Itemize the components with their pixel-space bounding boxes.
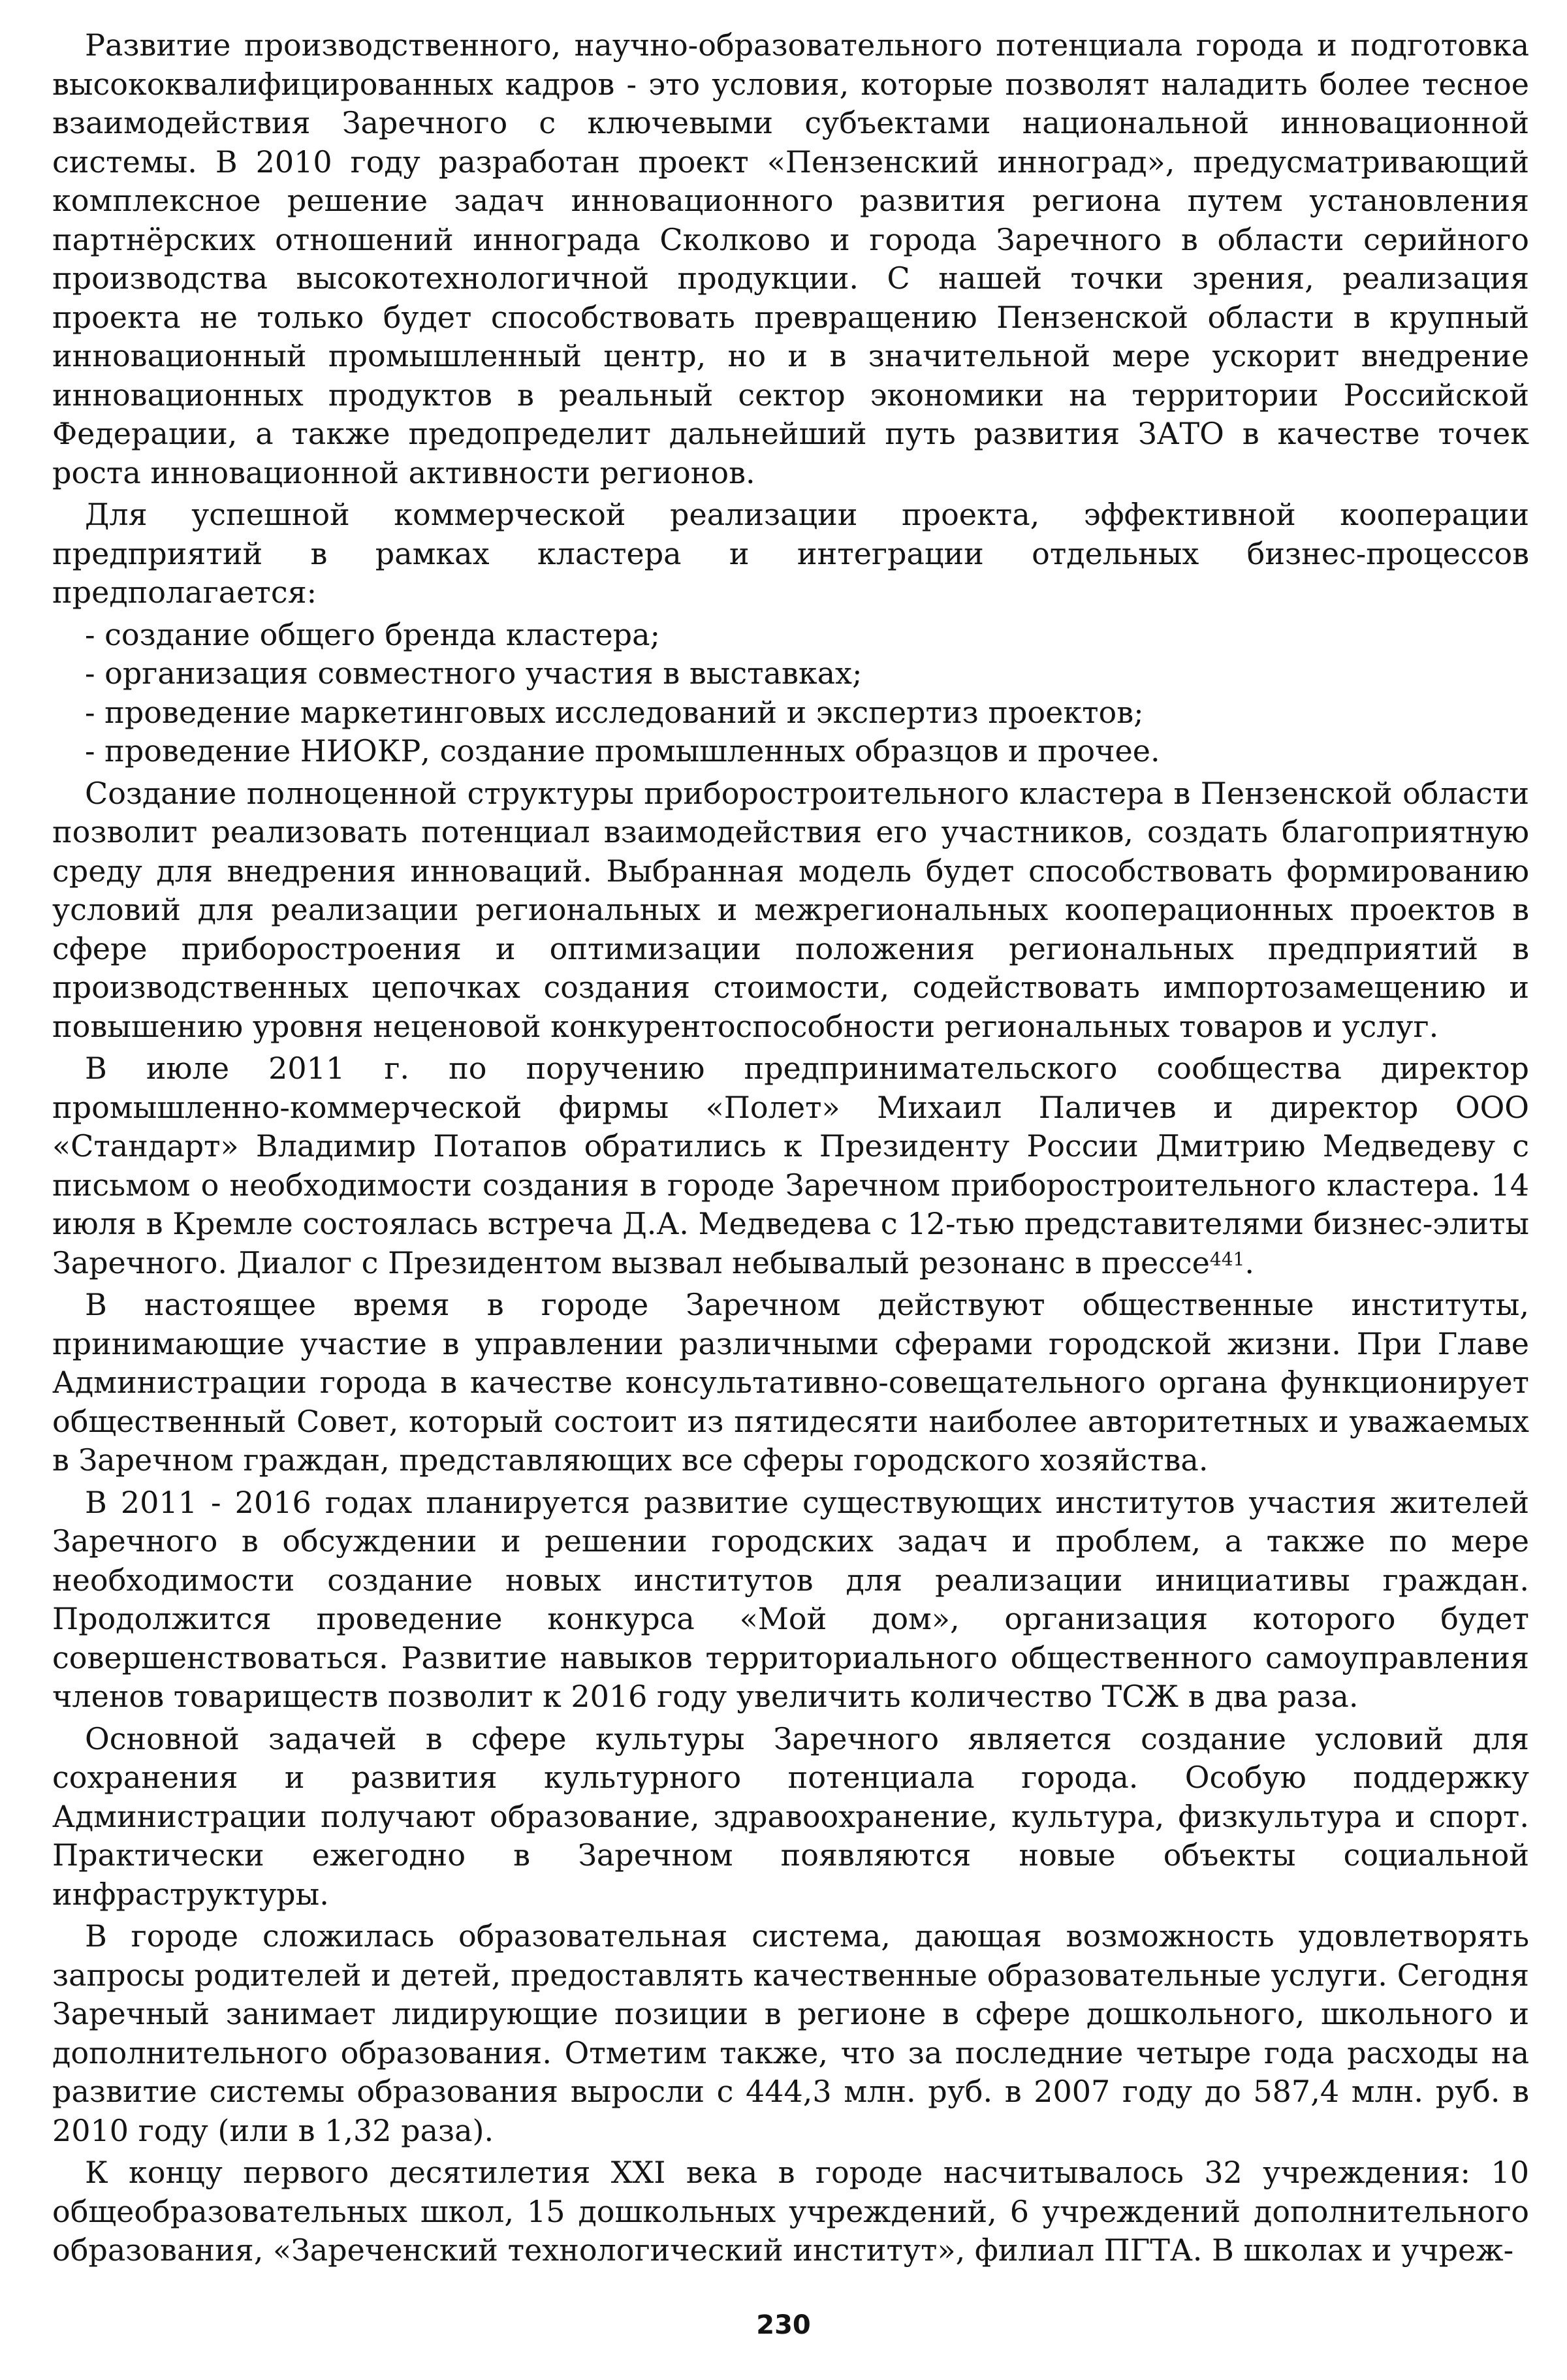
paragraph-innograd: Развитие производственного, научно-образовательного потенциала города и подготовка высококвалифицированных кадров - это условия, которые позволят наладить более тесное взаимодействия Заречного с ключевыми субъектами национальной инновационной системы. В 2010 году разработан проект «Пензенский инноград», предусматривающий комплексное решение задач инновационного развития региона путем установления партнёрских отношений иннограда Сколково и города Заречного в области серийного производства высокотехнологичной продукции. С нашей точки зрения, реализация проекта не только будет способствовать превращению Пензенской области в крупный инновационный промышленный центр, но и в значительной мере ускорит внедрение инновационных продуктов в реальный сектор экономики на территории Российской Федерации, а также предопределит дальнейший путь развития ЗАТО в качестве точек роста инновационной активности регионов. [52,27,1529,490]
paragraph-education-system: В городе сложилась образовательная система, дающая возможность удовлетворять запросы родителей и детей, предоставлять качественные образовательные услуги. Сегодня Заречный занимает лидирующие позиции в регионе в сфере дошкольного, школьного и дополнительного образования. Отметим также, что за последние четыре года расходы на развитие системы образования выросли с 444,3 млн. руб. в 2007 году до 587,4 млн. руб. в 2010 году (или в 1,32 раза). [52,1918,1529,2148]
paragraph-president-meeting-text: В июле 2011 г. по поручению предпринимательского сообщества директор промышленно-коммерческой фирмы «Полет» Михаил Паличев и директор ООО «Стандарт» Владимир Потапов обратились к Президенту России Дмитрию Медведеву с письмом о необходимости создания в городе Заречном приборостроительного кластера. 14 июля в Кремле состоялась встреча Д.А. Медведева с 12-тью представителями бизнес-элиты Заречного. Диалог с Президентом вызвал небывалый резонанс в прессе [52,1051,1529,1280]
list-item: - организация совместного участия в выставках; [85,656,863,691]
paragraph-end-punct: . [1244,1245,1254,1280]
page-body [52,26,1529,2351]
list-item: - создание общего бренда кластера; [85,616,661,652]
list-item: - проведение НИОКР, создание промышленных образцов и прочее. [85,733,1160,769]
paragraph-president-meeting [52,1049,1529,1282]
paragraph-public-institutions: В настоящее время в городе Заречном действуют общественные институты, принимающие участие в управлении различными сферами городской жизни. При Главе Администрации города в качестве консультативно-совещательного органа функционирует общественный Совет, который состоит из пятидесяти наиболее авторитетных и уважаемых в Заречном граждан, представляющих все сферы городского хозяйства. [52,1287,1529,1478]
cluster-measures-list [52,616,1529,771]
paragraph-culture: Основной задачей в сфере культуры Заречного является создание условий для сохранения и развития культурного потенциала города. Особую поддержку Администрации получают образование, здравоохранение, культура, физкультура и спорт. Практически ежегодно в Заречном появляются новые объекты социальной инфраструктуры. [52,1721,1529,1912]
page-number: 230 [756,2310,811,2340]
footnote-ref: 441 [1209,1248,1245,1270]
list-item: - проведение маркетинговых исследований и экспертиз проектов; [85,694,1144,730]
paragraph-cluster-structure: Создание полноценной структуры приборостроительного кластера в Пензенской области позволит реализовать потенциал взаимодействия его участников, создать благоприятную среду для внедрения инноваций. Выбранная модель будет способствовать формированию условий для реализации региональных и межрегиональных кооперационных проектов в сфере приборостроения и оптимизации положения региональных предприятий в производственных цепочках создания стоимости, содействовать импортозамещению и повышению уровня неценовой конкурентоспособности региональных товаров и услуг. [52,775,1529,1044]
paragraph-2011-2016-plans: В 2011 - 2016 годах планируется развитие существующих институтов участия жителей Заречного в обсуждении и решении городских задач и проблем, а также по мере необходимости создание новых институтов для реализации инициативы граждан. Продолжится проведение конкурса «Мой дом», организация которого будет совершенствоваться. Развитие навыков территориального общественного самоуправления членов товариществ позволит к 2016 году увеличить количество ТСЖ в два раза. [52,1484,1529,1714]
paragraph-cluster-measures-intro: Для успешной коммерческой реализации проекта, эффективной кооперации предприятий в рамках кластера и интеграции отдельных бизнес-процессов предполагается: [52,497,1529,610]
paragraph-institutions-count: К концу первого десятилетия XXI века в городе насчитывалось 32 учреждения: 10 общеобразовательных школ, 15 дошкольных учреждений, 6 учреждений дополнительного образования, «Зареченский технологический институт», филиал ПГТА. В школах и учреж- [52,2155,1529,2268]
